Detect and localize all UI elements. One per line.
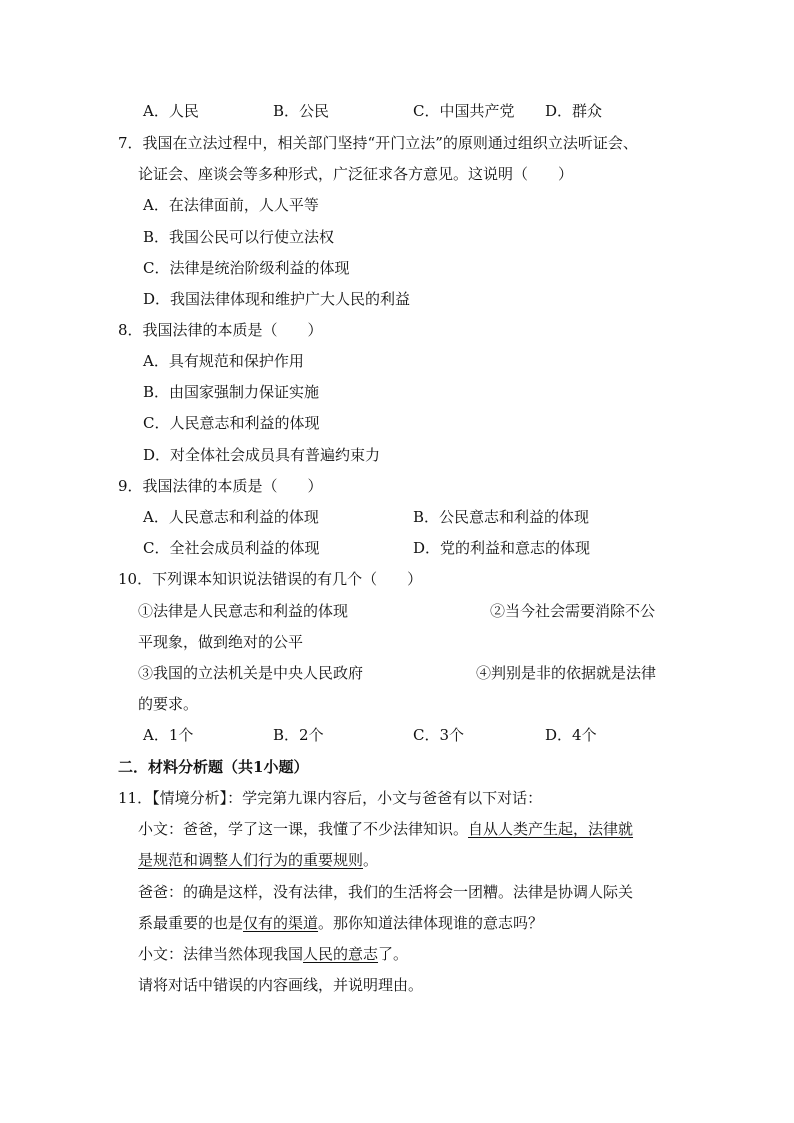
q11-instruction: 请将对话中错误的内容画线，并说明理由。 — [138, 976, 424, 994]
q9-option-b[interactable]: B．公民意志和利益的体现 — [413, 508, 590, 526]
q11-underlined-error-3: 人民的意志 — [303, 945, 379, 963]
q6-option-b[interactable]: B．公民 — [273, 102, 330, 120]
q11-underlined-error-1b: 是规范和调整人们行为的重要规则 — [138, 851, 364, 869]
q10-option-d[interactable]: D．4个 — [545, 726, 597, 744]
q11-dad-text-post: 。那你知道法律体现谁的意志吗？ — [318, 914, 544, 932]
q11-underlined-error-1a: 自从人类产生起，法律就 — [468, 820, 634, 838]
q11-dad-line2 — [138, 913, 543, 933]
q8-option-d[interactable]: D．对全体社会成员具有普遍约束力 — [143, 446, 381, 464]
q11-period: 。 — [363, 851, 379, 869]
q9-option-c[interactable]: C．全社会成员利益的体现 — [143, 539, 320, 557]
q11-xiaowen-reply — [138, 944, 408, 964]
q7-option-c[interactable]: C．法律是统治阶级利益的体现 — [143, 259, 350, 277]
q9-stem: 9．我国法律的本质是（ ） — [118, 477, 323, 495]
section-heading: 二．材料分析题（共1小题） — [118, 758, 309, 776]
q10-option-b[interactable]: B．2个 — [273, 726, 324, 744]
q10-statement-2a: ②当今社会需要消除不公 — [490, 602, 656, 620]
q10-statement-3: ③我国的立法机关是中央人民政府 — [138, 664, 364, 682]
q11-xiaowen-text: 小文：爸爸，学了这一课，我懂了不少法律知识。 — [138, 820, 469, 838]
q10-statement-4a: ④判别是非的依据就是法律 — [476, 664, 657, 682]
q11-underlined-error-2: 仅有的渠道 — [243, 914, 319, 932]
q10-stem: 10．下列课本知识说法错误的有几个（ ） — [118, 570, 423, 588]
q11-reply-post: 了。 — [378, 945, 409, 963]
q8-option-a[interactable]: A．具有规范和保护作用 — [143, 352, 304, 370]
q10-statement-2b: 平现象，做到绝对的公平 — [138, 633, 304, 651]
q8-option-c[interactable]: C．人民意志和利益的体现 — [143, 414, 320, 432]
q6-option-a[interactable]: A．人民 — [143, 102, 199, 120]
q8-option-b[interactable]: B．由国家强制力保证实施 — [143, 383, 320, 401]
q7-option-d[interactable]: D．我国法律体现和维护广大人民的利益 — [143, 290, 411, 308]
q11-intro: 11．【情境分析】：学完第九课内容后，小文与爸爸有以下对话： — [118, 789, 543, 807]
q6-option-c[interactable]: C．中国共产党 — [413, 102, 515, 120]
q10-statement-1: ①法律是人民意志和利益的体现 — [138, 602, 349, 620]
q7-option-a[interactable]: A．在法律面前，人人平等 — [143, 196, 319, 214]
q10-statement-4b: 的要求。 — [138, 695, 199, 713]
q11-dad-line1: 爸爸：的确是这样，没有法律，我们的生活将会一团糟。法律是协调人际关 — [138, 883, 634, 901]
q7-option-b[interactable]: B．我国公民可以行使立法权 — [143, 228, 335, 246]
q9-option-d[interactable]: D．党的利益和意志的体现 — [413, 539, 591, 557]
q11-xiaowen-line2 — [138, 850, 378, 870]
q7-stem-line2: 论证会、座谈会等多种形式，广泛征求各方意见。这说明（ ） — [138, 165, 574, 183]
q8-stem: 8．我国法律的本质是（ ） — [118, 321, 323, 339]
q7-stem-line1: 7．我国在立法过程中，相关部门坚持“开门立法”的原则通过组织立法听证会、 — [118, 134, 638, 152]
q9-option-a[interactable]: A．人民意志和利益的体现 — [143, 508, 319, 526]
q10-option-a[interactable]: A．1个 — [143, 726, 194, 744]
q6-option-d[interactable]: D．群众 — [545, 102, 603, 120]
q11-reply-pre: 小文：法律当然体现我国 — [138, 945, 304, 963]
q11-xiaowen-line1 — [138, 819, 633, 839]
q11-dad-text-pre: 系最重要的也是 — [138, 914, 244, 932]
q10-option-c[interactable]: C．3个 — [413, 726, 465, 744]
